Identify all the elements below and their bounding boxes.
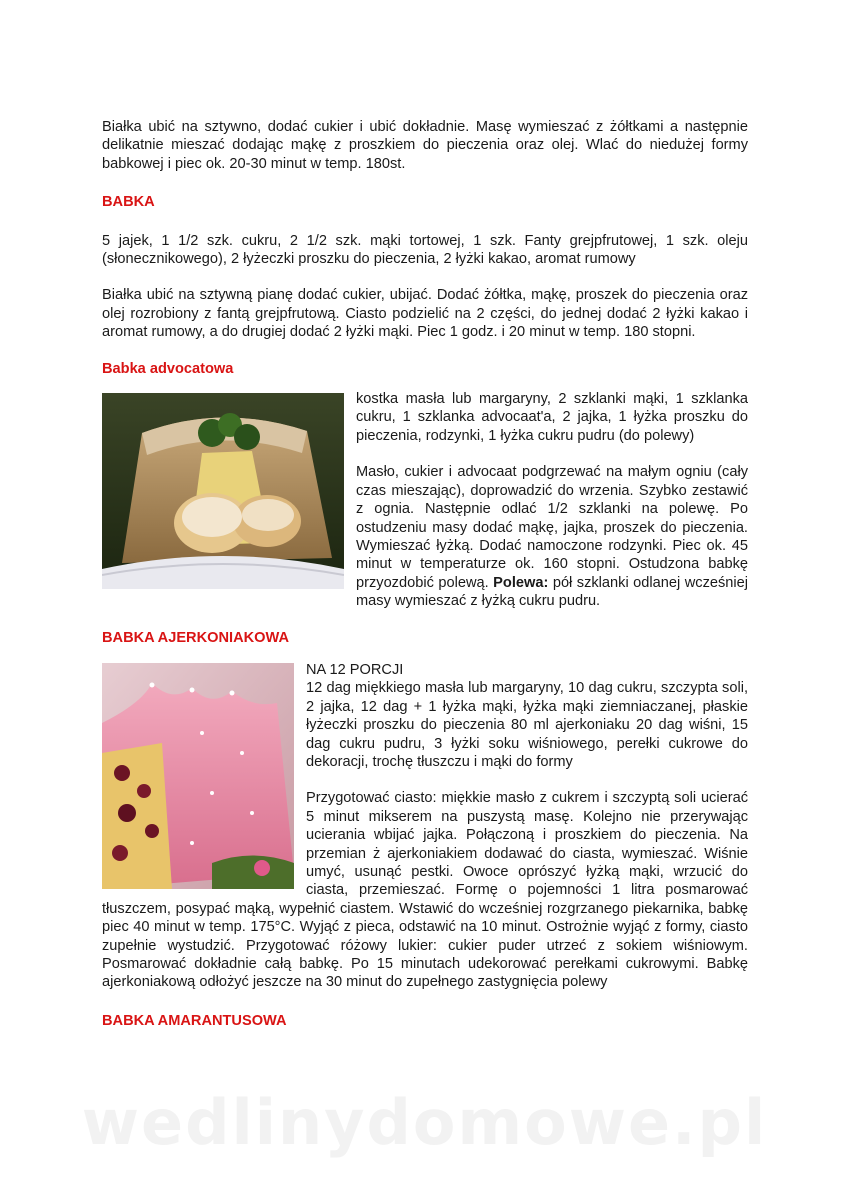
ajerkoniakowa-section <box>102 661 748 992</box>
advocatowa-ingredients: kostka masła lub margaryny, 2 szklanki mąki, 1 szklanka cukru, 1 szklanka advocaat'a, 2 jajka, 1 łyżka proszku do pieczenia, rodzynki, 1 łyżka cukru pudru (do polewy) <box>356 391 748 444</box>
babka-method: Białka ubić na sztywną pianę dodać cukier, ubijać. Dodać żółtka, mąkę, proszek do pieczenia oraz olej rozrobiony z fantą grejpfrutową. Ciasto podzielić na 2 części, do jednej dodać 2 łyżki kakao i aromat rumowy, a do drugiej dodać 2 łyżki mąki. Piec 1 godz. i 20 minut w temp. 180 stopni. <box>102 287 748 341</box>
polewa-label: Polewa: <box>493 574 549 591</box>
babka-ingredients: 5 jajek, 1 1/2 szk. cukru, 2 1/2 szk. mąki tortowej, 1 szk. Fanty grejpfrutowej, 1 szk. oleju (słonecznikowego), 2 łyżeczki proszku do pieczenia, 2 łyżki kakao, aromat rumowy <box>102 232 748 268</box>
amarantusowa-heading: BABKA AMARANTUSOWA <box>102 1012 287 1029</box>
site-watermark: wedlinydomowe.pl <box>81 1086 768 1159</box>
advocatowa-cake-photo <box>102 393 344 589</box>
polewa-text: pół szklanki odlanej wcześniej masy wymieszać z łyżką cukru pudru. <box>356 574 749 610</box>
advocatowa-section <box>102 390 748 610</box>
advocatowa-method-text: Masło, cukier i advocaat podgrzewać na małym ogniu (cały czas mieszając), doprowadzić do wrzenia. Szybko zestawić z ognia. Następnie odlać 1/2 szklanki na polewę. Po ostudzeniu masy dodać mąkę, jajka, proszek do pieczenia. Wymieszać łyżką. Dodać namoczone rodzynki. Piec ok. 45 minut w temperaturze ok. 160 stopni. Ostudzona babkę przyozdobić polewą. <box>356 464 748 591</box>
ajerkoniakowa-cake-photo <box>102 663 294 889</box>
ajerkoniakowa-portions: NA 12 PORCJI <box>306 661 404 678</box>
ajerkoniakowa-method: Przygotować ciasto: miękkie masło z cukrem i szczyptą soli ucierać 5 minut mikserem na puszystą masę. Kolejno nie przerywając ucierania wbijać jajka. Połączoną i proszkiem do pieczenia. Na przemian ż ajerkoniakiem dodawać do ciasta, wymieszać. Wiśnie umyć, usunąć pestki. Owoce oprószyć łyżką mąki, wrzucić do ciasta, przemieszać. Formę o pojemności 1 litra posmarować tłuszczem, posypać mąką, wypełnić ciastem. Wstawić do wcześniej rozgrzanego piekarnika, babkę piec 40 minut w temp. 175°C. Wyjąć z pieca, odstawić na 10 minut. Ostrożnie wyjąć z formy, ciasto zupełnie wystudzić. Przygotować różowy lukier: cukier puder utrzeć z sokiem wiśniowym. Posmarować dokładnie całą babkę. Po 15 minutach udekorować perełkami cukrowymi. Babkę ajerkoniakową odłożyć jeszcze na 30 minut do zupełnego zastygnięcia polewy <box>102 790 748 991</box>
intro-paragraph: Białka ubić na sztywno, dodać cukier i ubić dokładnie. Masę wymieszać z żółtkami a następnie delikatnie mieszać dodając mąkę z proszkiem do pieczenia oraz olej. Wlać do niedużej formy babkowej i piec ok. 20-30 minut w temp. 180st. <box>102 119 748 172</box>
babka-heading: BABKA <box>102 194 155 211</box>
recipe-page <box>102 118 748 1030</box>
ajerkoniakowa-heading: BABKA AJERKONIAKOWA <box>102 629 290 646</box>
advocatowa-heading: Babka advocatowa <box>102 360 234 377</box>
ajerkoniakowa-ingredients: 12 dag miękkiego masła lub margaryny, 10 dag cukru, szczypta soli, 2 jajka, 12 dag + 1 łyżka mąki, łyżka mąki ziemniaczanej, płaskie łyżeczki proszku do pieczenia 80 ml ajerkoniaku 20 dag wiśni, 15 dag cukru pudru, 3 łyżki soku wiśniowego, perełki cukrowe do dekoracji, trochę tłuszczu i mąki do formy <box>306 680 748 770</box>
